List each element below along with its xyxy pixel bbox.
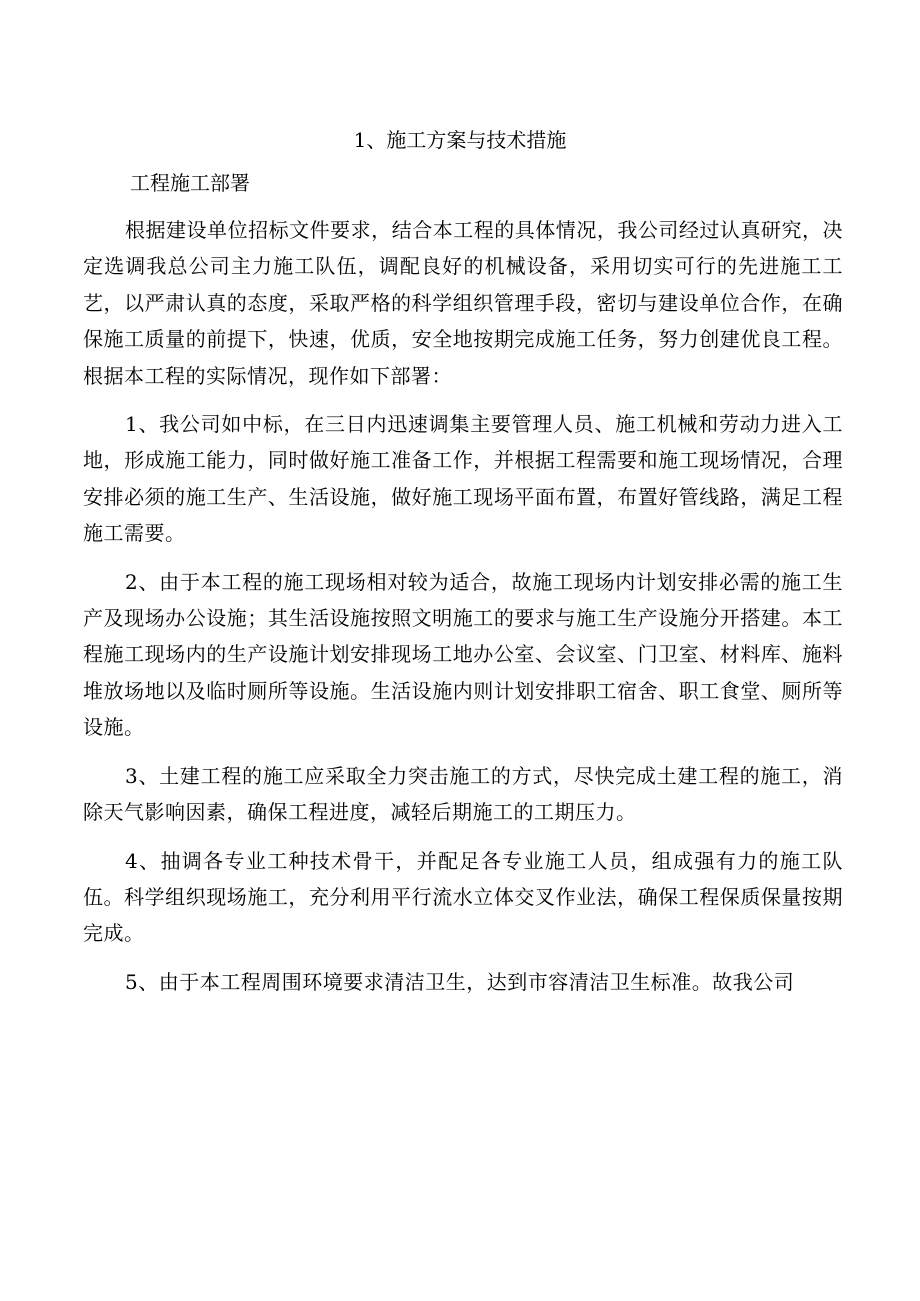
document-title: 1、施工方案与技术措施 — [353, 128, 567, 152]
paragraph-item-3: 3、土建工程的施工应采取全力突击施工的方式，尽快完成土建工程的施工，消除天气影响因素，确保工程进度，减轻后期施工的工期压力。 — [83, 763, 843, 825]
document-body — [83, 212, 843, 1012]
paragraph-item-5: 5、由于本工程周围环境要求清洁卫生，达到市容清洁卫生标准。故我公司 — [125, 969, 795, 994]
paragraph-item-4: 4、抽调各专业工种技术骨干，并配足各专业施工人员，组成强有力的施工队伍。科学组织现场施工，充分利用平行流水立体交叉作业法，确保工程保质保量按期完成。 — [83, 848, 843, 946]
paragraph-item-2: 2、由于本工程的施工现场相对较为适合，故施工现场内计划安排必需的施工生产及现场办公设施；其生活设施按照文明施工的要求与施工生产设施分开搭建。本工程施工现场内的生产设施计划安排现场工地办公室、会议室、门卫室、材料库、施料堆放场地以及临时厕所等设施。生活设施内则计划安排职工宿舍、职工食堂、厕所等设施。 — [83, 569, 843, 740]
paragraph-intro: 根据建设单位招标文件要求，结合本工程的具体情况，我公司经过认真研究，决定选调我总公司主力施工队伍，调配良好的机械设备，采用切实可行的先进施工工艺，以严肃认真的态度，采取严格的科学组织管理手段，密切与建设单位合作，在确保施工质量的前提下，快速，优质，安全地按期完成施工任务，努力创建优良工程。根据本工程的实际情况，现作如下部署： — [83, 218, 843, 388]
section-heading: 工程施工部署 — [130, 171, 250, 195]
paragraph-item-1: 1、我公司如中标，在三日内迅速调集主要管理人员、施工机械和劳动力进入工地，形成施工能力，同时做好施工准备工作，并根据工程需要和施工现场情况，合理安排必须的施工生产、生活设施，做好施工现场平面布置，布置好管线路，满足工程施工需要。 — [83, 412, 843, 546]
